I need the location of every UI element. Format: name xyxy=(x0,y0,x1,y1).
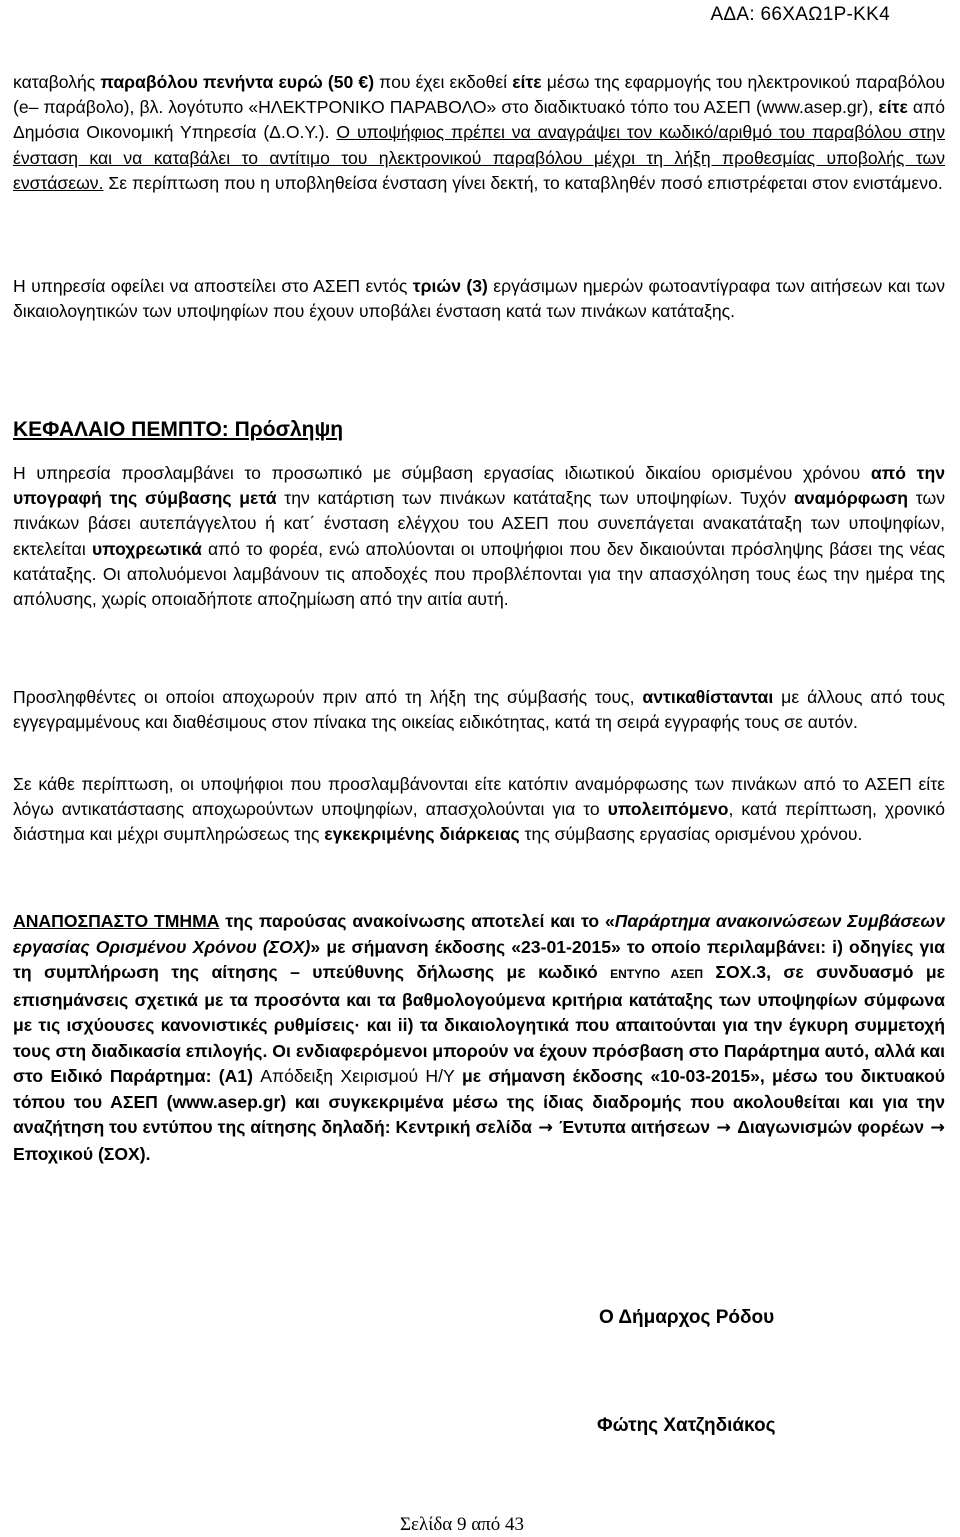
ada-code: ΑΔΑ: 66ΧΑΩ1Ρ-ΚΚ4 xyxy=(710,4,890,25)
paragraph-annex-notice: ΑΝΑΠΟΣΠΑΣΤΟ ΤΜΗΜΑ της παρούσας ανακοίνωσης αποτελεί και το «Παράρτημα ανακοινώσεων Συμβάσεων εργασίας Ορισμένου Χρόνου (ΣΟΧ)» με σήμανση έκδοσης «23-01-2015» το οποίο περιλαμβάνει: i) οδηγίες για τη συμπλήρωση της αίτησης – υπεύθυνης δήλωσης με κωδικό ΕΝΤΥΠΟ ΑΣΕΠ ΣΟΧ.3, σε συνδυασμό με επισημάνσεις σχετικά με τα προσόντα και τα βαθμολογούμενα κριτήρια κατάταξης των υποψηφίων σύμφωνα με τις ισχύουσες κανονιστικές ρυθμίσεις· και ii) τα δικαιολογητικά που απαιτούνται για την έγκυρη συμμετοχή τους στη διαδικασία επιλογής. Οι ενδιαφερόμενοι μπορούν να έχουν πρόσβαση στο Παράρτημα αυτό, αλλά και στο Ειδικό Παράρτημα: (Α1) Απόδειξη Χειρισμού Η/Υ με σήμανση έκδοσης «10-03-2015», μέσω του δικτυακού τόπου του ΑΣΕΠ (www.asep.gr) και συγκεκριμένα μέσω της ίδιας διαδρομής που ακολουθείται και για την αναζήτηση του εντύπου της αίτησης δηλαδή: Κεντρική σελίδα → Έντυπα αιτήσεων → Διαγωνισμών φορέων → Εποχικού (ΣΟΧ). xyxy=(13,911,946,1164)
chapter-heading: ΚΕΦΑΛΑΙΟ ΠΕΜΠΤΟ: Πρόσληψη xyxy=(13,418,344,441)
paragraph-service-obligation: Η υπηρεσία οφείλει να αποστείλει στο ΑΣΕΠ εντός τριών (3) εργάσιμων ημερών φωτοαντίγραφα των αιτήσεων και των δικαιολογητικών των υποψηφίων που έχουν υποβάλει ένσταση κατά των πινάκων κατάταξης. xyxy=(13,276,945,322)
paragraph-fee-payment: καταβολής παραβόλου πενήντα ευρώ (50 €) που έχει εκδοθεί είτε μέσω της εφαρμογής του ηλεκτρονικού παραβόλου (e– παράβολο), βλ. λογότυπο «ΗΛΕΚΤΡΟΝΙΚΟ ΠΑΡΑΒΟΛΟ» στο διαδικτυακό τόπο του ΑΣΕΠ (www.asep.gr), είτε από Δημόσια Οικονομική Υπηρεσία (Δ.Ο.Υ.). Ο υποψήφιος πρέπει να αναγράψει τον κωδικό/αριθμό του παραβόλου στην ένσταση και να καταβάλει το αντίτιμο του ηλεκτρονικού παραβόλου μέχρι τη λήξη προθεσμίας υποβολής των ενστάσεων. Σε περίπτωση που η υποβληθείσα ένσταση γίνει δεκτή, το καταβληθέν ποσό επιστρέφεται στον ενιστάμενο. xyxy=(13,72,946,193)
paragraph-hiring: Η υπηρεσία προσλαμβάνει το προσωπικό με σύμβαση εργασίας ιδιωτικού δικαίου ορισμένου χρόνου από την υπογραφή της σύμβασης μετά την κατάρτιση των πινάκων κατάταξης των υποψηφίων. Τυχόν αναμόρφωση των πινάκων βάσει αυτεπάγγελτου ή κατ΄ ένσταση ελέγχου του ΑΣΕΠ που συνεπάγεται ανακατάταξη των υποψηφίων, εκτελείται υποχρεωτικά από το φορέα, ενώ απολύονται οι υποψήφιοι που δεν δικαιούνται πρόσληψης βάσει της νέας κατάταξης. Οι απολυόμενοι λαμβάνουν τις αποδοχές που προβλέπονται για την απασχόληση τους έως την ημέρα της απόλυσης, χωρίς οποιαδήποτε αποζημίωση από την αιτία αυτή. xyxy=(13,463,946,610)
paragraph-remaining-duration: Σε κάθε περίπτωση, οι υποψήφιοι που προσλαμβάνονται είτε κατόπιν αναμόρφωσης των πινάκων από το ΑΣΕΠ είτε λόγω αντικατάστασης αποχωρούντων υποψηφίων, απασχολούνται για το υπολειπόμενο, κατά περίπτωση, χρονικό διάστημα και μέχρι συμπληρώσεως της εγκεκριμένης διάρκειας της σύμβασης εργασίας ορισμένου χρόνου. xyxy=(13,774,945,845)
arrow-right-icon: → xyxy=(924,1118,946,1138)
page-number: Σελίδα 9 από 43 xyxy=(399,1514,525,1535)
signatory-title: Ο Δήμαρχος Ρόδου xyxy=(599,1307,775,1328)
paragraph-replacement: Προσληφθέντες οι οποίοι αποχωρούν πριν από τη λήξη της σύμβασής τους, αντικαθίστανται με άλλους από τους εγγεγραμμένους και διαθέσιμους στον πίνακα της οικείας ειδικότητας, κατά τη σειρά εγγραφής τους σε αυτόν. xyxy=(13,687,945,733)
arrow-right-icon: → xyxy=(532,1118,560,1138)
signatory-name: Φώτης Χατζηδιάκος xyxy=(597,1415,776,1436)
arrow-right-icon: → xyxy=(710,1118,738,1138)
